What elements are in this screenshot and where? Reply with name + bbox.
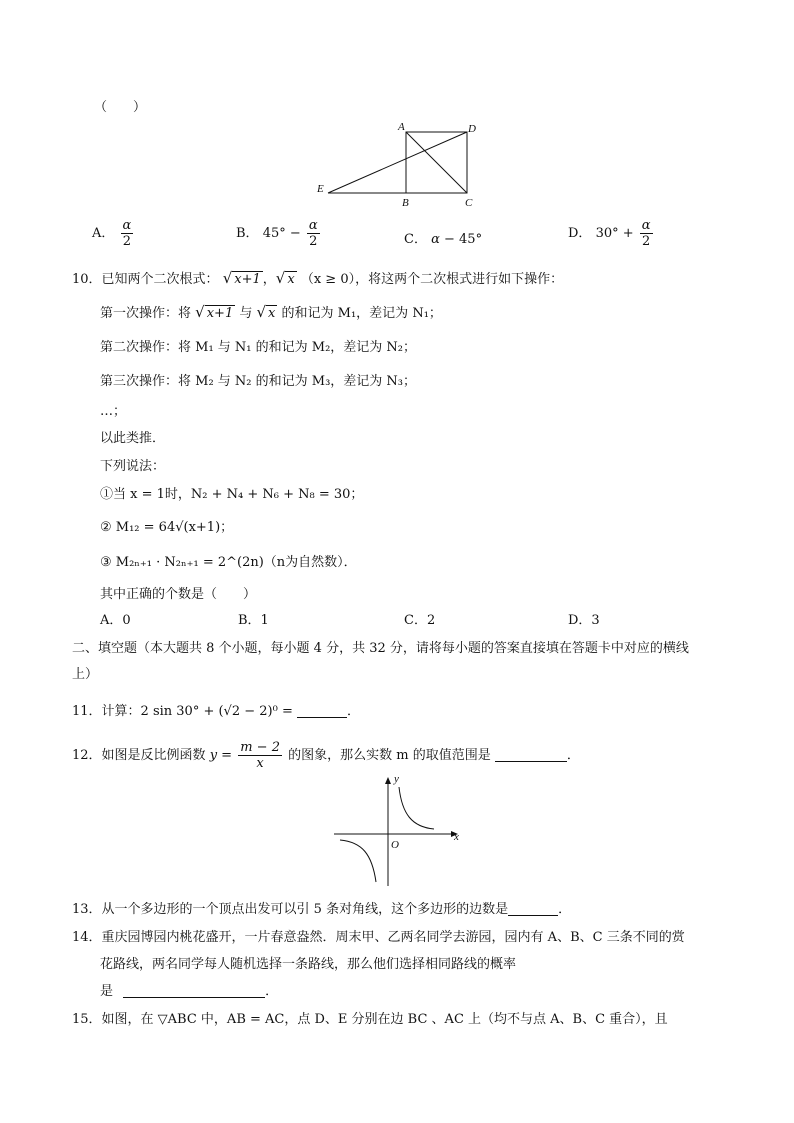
- q12-label-origin: O: [391, 839, 399, 851]
- q10-statement-1: ①当 x = 1时，N₂ + N₄ + N₆ + N₈ = 30；: [100, 487, 364, 502]
- q11-answer-blank[interactable]: [297, 703, 347, 718]
- q15: 15．如图，在 ▽ABC 中，AB = AC，点 D、E 分别在边 BC 、AC 上（均不与点 A、B、C 重合），且: [72, 1012, 668, 1027]
- q10-dots: …；: [100, 404, 127, 419]
- q9-option-b: B． 45° − $\frac{\alpha}{2}$: [236, 218, 318, 249]
- q9-label-a: A: [398, 121, 405, 133]
- q14-line-1: 14．重庆园博园内桃花盛开，一片春意盎然．周末甲、乙两名同学去游园，园内有 A、B、C 三条不同的赏: [72, 930, 685, 945]
- q14-line-3: 是 ．: [100, 984, 279, 999]
- section-2-heading-line-1: 二、填空题（本大题共 8 个小题，每小题 4 分，共 32 分，请将每小题的答案直接填在答题卡中对应的横线: [72, 641, 689, 656]
- q9-option-a: A． $\frac{\alpha}{2}$: [92, 218, 132, 249]
- q10-option-d: D．3: [568, 613, 600, 628]
- q9-label-c: C: [465, 197, 473, 208]
- q12-answer-blank[interactable]: [495, 747, 567, 762]
- q14-line-2: 花路线，两名同学每人随机选择一条路线，那么他们选择相同路线的概率: [100, 957, 517, 972]
- q10-op3: 第三次操作：将 M₂ 与 N₂ 的和记为 M₃，差记为 N₃；: [100, 374, 417, 389]
- q14-answer-blank[interactable]: [123, 983, 265, 998]
- q9-label-e: E: [317, 183, 324, 195]
- q10-option-b: B．1: [238, 613, 269, 628]
- q9-figure-lines: [328, 132, 467, 193]
- q10-statements-title: 下列说法：: [100, 459, 166, 474]
- q13-answer-blank[interactable]: [508, 901, 558, 916]
- q9-option-c: C． α − 45°: [404, 232, 483, 247]
- q9-figure: [312, 118, 492, 208]
- q9-answer-paren: （ ）: [94, 100, 147, 115]
- q12-curve-q3: [340, 840, 376, 882]
- q12-curve-q1: [399, 787, 434, 829]
- q10-option-c: C．2: [404, 613, 436, 628]
- q12-label-y: y: [394, 773, 399, 785]
- q12: 12．如图是反比例函数 y = $\frac{m - 2}{x}$ 的图象，那么实数 m 的取值范围是 ．: [72, 740, 580, 771]
- q9-label-d: D: [468, 123, 476, 135]
- q12-label-x: x: [454, 831, 459, 843]
- q10-op2: 第二次操作：将 M₁ 与 N₁ 的和记为 M₂，差记为 N₂；: [100, 340, 417, 355]
- q9-option-d: D． 30° + $\frac{\alpha}{2}$: [568, 218, 651, 249]
- q13: 13．从一个多边形的一个顶点出发可以引 5 条对角线，这个多边形的边数是 ．: [72, 902, 572, 917]
- q12-graph: [330, 772, 462, 888]
- q10-statement-2: ② M₁₂ = 64√(x+1)；: [100, 520, 234, 535]
- q10-stem: 10．已知两个二次根式： √ x+1 ，√ x （x ≥ 0），将这两个二次根式进行如下操作：: [72, 269, 564, 287]
- q10-analogy: 以此类推．: [100, 431, 166, 446]
- q10-statement-3: ③ M₂ₙ₊₁ · N₂ₙ₊₁ = 2^(2n)（n为自然数）．: [100, 555, 357, 570]
- section-2-heading-line-2: 上）: [72, 667, 99, 682]
- q12-y-arrow: [385, 777, 391, 784]
- q10-question: 其中正确的个数是（ ）: [100, 587, 257, 602]
- q10-op1: 第一次操作：将 √ x+1 与 √ x 的和记为 M₁，差记为 N₁；: [100, 303, 442, 321]
- q10-option-a: A．0: [100, 613, 131, 628]
- q11: 11．计算：2 sin 30° + (√2 − 2)⁰ = ．: [72, 704, 361, 719]
- q9-label-b: B: [402, 197, 409, 208]
